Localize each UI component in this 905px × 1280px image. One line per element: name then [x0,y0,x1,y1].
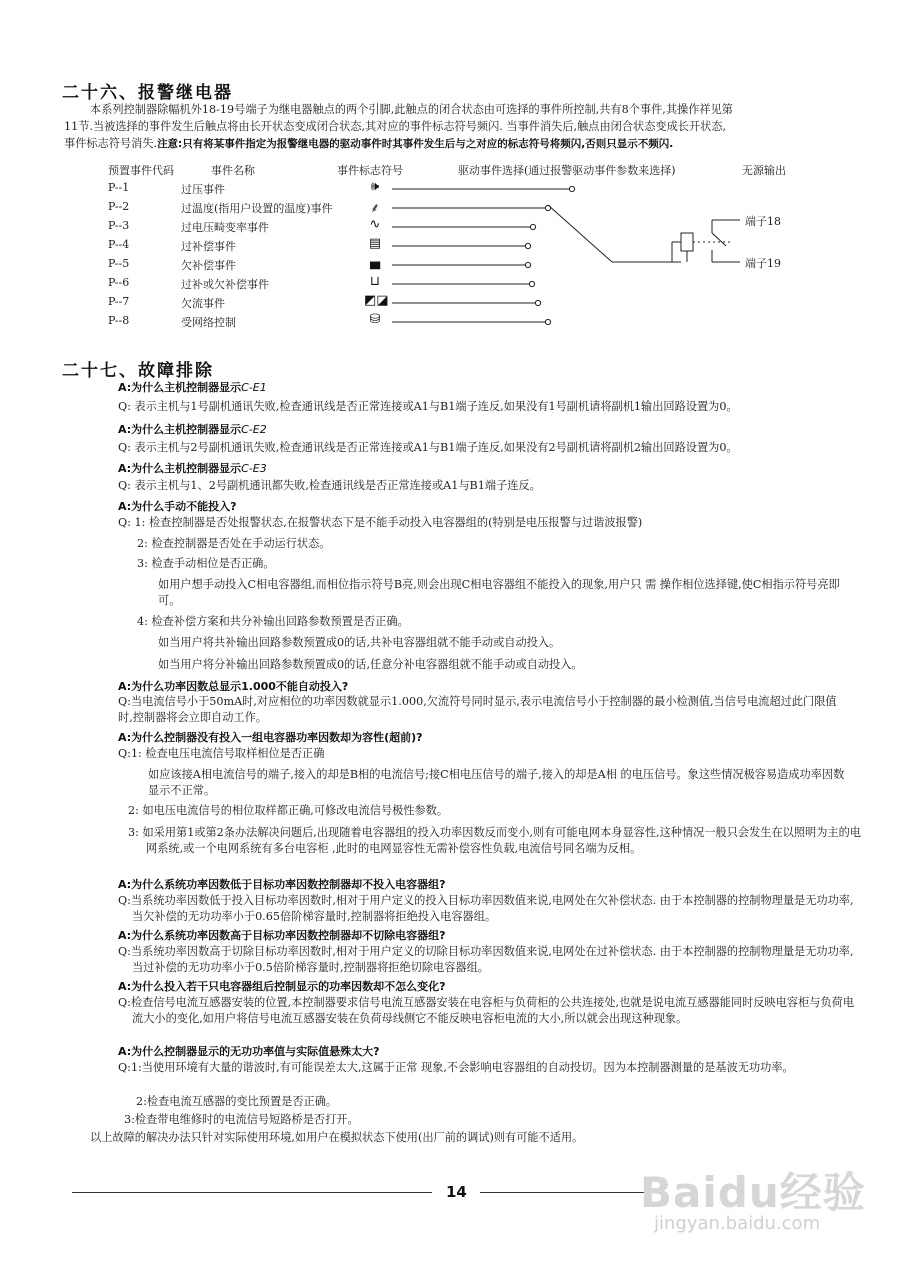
capacitive-answer-3: 3: 如采用第1或第2条办法解决问题后,出现随着电容器组的投入功率因数反而变小,则有可能电网本身显容性,这种情况一般只会发生在以照明为主的电网系统,或一个电网系统有多台电容柜 ,此时的电网显容性无需补偿容性负载,电流信号同名端为反相。 [128,826,861,855]
relay-coil [681,233,693,251]
ce2-question-text: A:为什么主机控制器显示 [118,423,242,436]
ce2-answer: Q: 表示主机与2号副机通讯失败,检查通讯线是否正常连接或A1与B1端子连反,如果没有2号副机请将副机2输出回路设置为0。 [118,441,738,454]
terminal-18-label: 端子18 [745,215,781,228]
ce3-answer: Q: 表示主机与1、2号副机通讯都失败,检查通讯线是否正常连接或A1与B1端子连反。 [118,479,541,492]
ce1-question-text: A:为什么主机控制器显示 [118,381,242,394]
paragraph-notice: 注意:只有将某事件指定为报警继电器的驱动事件时其事件发生后与之对应的标志符号将频闪,否则只显示不频闪. [157,138,674,150]
baidu-watermark-url: jingyan.baidu.com [654,1213,821,1234]
ce3-question-text: A:为什么主机控制器显示 [118,462,242,475]
manual-answer-4-note-1: 如当用户将共补输出回路参数预置成0的话,共补电容器组就不能手动或自动投入。 [158,636,561,649]
baidu-watermark-logo: Baidu经验 [640,1168,866,1217]
ce1-question [118,380,267,396]
temperature-icon: ⸙ [370,201,380,216]
header-symbol: 事件标志符号 [337,164,403,177]
ce1-answer: Q: 表示主机与1号副机通讯失败,检查通讯线是否正常连接或A1与B1端子连反,如果没有1号副机请将副机1输出回路设置为0。 [118,400,738,413]
undercurrent-icon: ◩◪ [364,293,389,308]
manual-answer-4-note-2: 如当用户将分补输出回路参数预置成0的话,任意分补电容器组就不能手动或自动投入。 [158,658,583,671]
pf-answer: Q:当电流信号小于50mA时,对应相位的功率因数就显示1.000,欠流符号同时显示,表示电流信号小于控制器的最小检测值,当信号电流超过此门限值时,控制器将会立即自动工作。 [118,695,837,724]
header-name: 事件名称 [211,164,255,177]
reactive-diff-answer-2: 2:检查电流互感器的变比预置是否正确。 [136,1095,338,1108]
header-drive: 驱动事件选择(通过报警驱动事件参数来选择) [458,164,676,177]
event-drive-terminal [535,300,540,305]
event-code: P--3 [108,219,130,232]
reactive-diff-answer-3: 3:检查带电维修时的电流信号短路桥是否打开。 [124,1113,359,1126]
event-name: 欠补偿事件 [181,259,236,272]
manual-answer-2: 2: 检查控制器是否处在手动运行状态。 [137,537,331,550]
manual-answer-3-note: 如用户想手动投入C相电容器组,而相位指示符号B亮,则会出现C相电容器组不能投入的现象,用户只 需 操作相位选择键,使C相指示符号亮即可。 [158,578,840,607]
reactive-diff-answer-1: Q:1:当使用环境有大量的谐波时,有可能误差太大,这属于正常 现象,不会影响电容器组的自动投切。因为本控制器测量的是基波无功功率。 [118,1061,794,1074]
section-26-paragraph-line-2: 11节.当被选择的事件发生后触点将由长开状态变成闭合状态,其对应的事件标志符号频闪. 当事件消失后,触点由闭合状态变成长开状态, [64,120,727,133]
high-pf-answer: Q:当系统功率因数高于切除目标功率因数时,相对于用户定义的切除目标功率因数值来说,电网处在过补偿状态. 由于本控制器的控制物理量是无功功率,当过补偿的无功功率小于0.5倍阶梯容量时,控制器将拒绝切除电容器组。 [118,945,854,974]
page-number: 14 [446,1183,467,1201]
event-code: P--5 [108,257,130,270]
low-pf-answer: Q:当系统功率因数低于投入目标功率因数时,相对于用户定义的投入目标功率因数值来说,电网处在欠补偿状态. 由于本控制器的控制物理量是无功功率,当欠补偿的无功功率小于0.65倍阶梯容量时,控制器将拒绝投入电容器组。 [118,894,854,923]
event-name: 过压事件 [181,183,225,196]
contact-blade [712,233,726,246]
ce3-question [118,461,267,477]
event-name: 过补偿事件 [181,240,236,253]
closing-note: 以上故障的解决办法只针对实际使用环境,如用户在模拟状态下使用(出厂前的调试)则有可能不适用。 [90,1131,584,1144]
event-code: P--2 [108,200,130,213]
few-change-question: A:为什么投入若干只电容器组后控制显示的功率因数却不怎么变化? [118,980,446,993]
manual-question: A:为什么手动不能投入? [118,500,237,513]
network-icon: ⛁ [369,312,381,327]
event-drive-terminal [525,243,530,248]
section-26-paragraph-line-1: 本系列控制器除幅机外18-19号端子为继电器触点的两个引脚,此触点的闭合状态由可选择的事件所控制,共有8个事件,其操作祥见第 [90,103,733,116]
header-output: 无源输出 [742,164,786,177]
event-name: 受网络控制 [181,316,236,329]
relay-wiring-diagram [0,0,905,340]
capacitive-answer-1-note: 如应该接A相电流信号的端子,接入的却是B相的电流信号;接C相电压信号的端子,接入的却是A相 的电压信号。象这些情况极容易造成功率因数显示不正常。 [148,768,845,797]
speaker-icon: 🕪 [370,179,380,194]
half-bucket-icon: ▄ [370,255,380,270]
event-drive-terminal [569,186,574,191]
paragraph-plain: 事件标志符号消失. [64,137,158,150]
high-pf-question: A:为什么系统功率因数高于目标功率因数控制器却不切除电容器组? [118,929,446,942]
capacitive-answer-1: Q:1: 检查电压电流信号取样相位是否正确 [118,747,325,760]
capacitive-question: A:为什么控制器没有投入一组电容器功率因数却为容性(超前)? [118,731,423,744]
event-code: P--8 [108,314,130,327]
ce2-code: C-E2 [241,423,267,436]
footer-rule-right [480,1192,650,1193]
manual-answer-4: 4: 检查补偿方案和共分补输出回路参数预置是否正确。 [137,615,409,628]
pf-question: A:为什么功率因数总显示1.000不能自动投入? [118,680,349,693]
capacitive-answer-2: 2: 如电压电流信号的相位取样都正确,可修改电流信号极性参数。 [128,804,449,817]
empty-bucket-icon: ⊔ [369,274,381,289]
ce3-code: C-E3 [241,462,267,475]
event-code: P--6 [108,276,130,289]
event-code: P--1 [108,181,130,194]
event-code: P--7 [108,295,130,308]
ce1-code: C-E1 [241,381,267,394]
event-code: P--4 [108,238,130,251]
selector-switch-line [548,205,612,262]
event-name: 过电压畸变率事件 [181,221,269,234]
ce2-question [118,422,267,438]
footer-rule-left [72,1192,432,1193]
event-drive-terminal [530,224,535,229]
section-27-title: 二十七、故障排除 [62,361,214,381]
terminal-19-label: 端子19 [745,257,781,270]
event-drive-terminal [529,281,534,286]
event-drive-terminal [525,262,530,267]
low-pf-question: A:为什么系统功率因数低于目标功率因数控制器却不投入电容器组? [118,878,446,891]
full-bucket-icon: ▤ [368,236,382,251]
reactive-diff-question: A:为什么控制器显示的无功功率值与实际值悬殊太大? [118,1045,380,1058]
event-name: 过温度(指用户设置的温度)事件 [181,202,333,215]
event-drive-terminal [545,319,550,324]
few-change-answer: Q:检查信号电流互感器安装的位置,本控制器要求信号电流互感器安装在电容柜与负荷柜的公共连接处,也就是说电流互感器能同时反映电容柜与负荷电流大小的变化,如用户将信号电流互感器安装在负荷母线侧它不能反映电容柜电流的大小,所以就会出现这种现象。 [118,996,855,1025]
manual-answer-3: 3: 检查手动相位是否正确。 [137,557,275,570]
event-name: 欠流事件 [181,297,225,310]
section-26-title: 二十六、报警继电器 [62,83,233,103]
waveform-icon: ∿ [369,217,381,232]
manual-answer-1: Q: 1: 检查控制器是否处报警状态,在报警状态下是不能手动投入电容器组的(特别是电压报警与过谐波报警) [118,516,643,529]
event-name: 过补或欠补偿事件 [181,278,269,291]
header-code: 预置事件代码 [108,164,174,177]
